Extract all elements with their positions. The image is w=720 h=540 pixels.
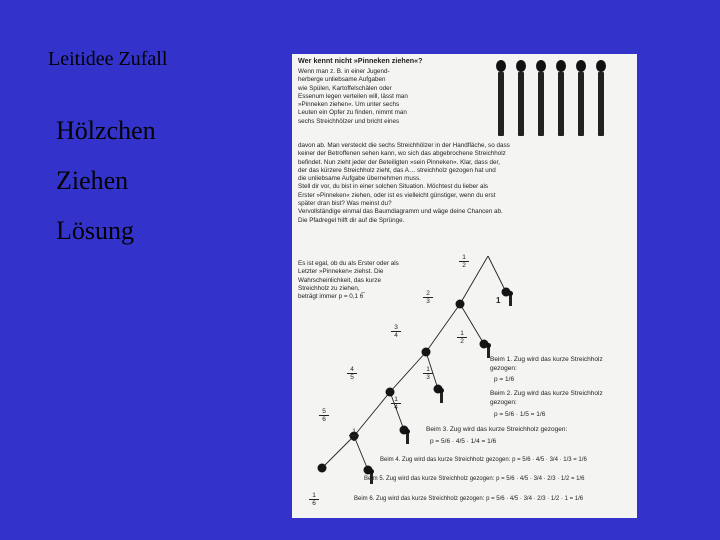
- zug-formula-1: p = 1/6: [494, 376, 515, 383]
- answer-line: Wahrscheinlichkeit, das kurze: [298, 276, 382, 284]
- intro-line: wie Spülen, Kartoffelschälen oder: [298, 84, 392, 92]
- short-match-icon: [406, 432, 409, 444]
- fraction-label: [390, 396, 402, 411]
- fraction-denominator: 5: [350, 374, 354, 381]
- worksheet-heading: Wer kennt nicht »Pinneken ziehen«?: [298, 56, 423, 65]
- fraction-denominator: 3: [426, 298, 430, 305]
- fraction-numerator: 3: [394, 324, 398, 331]
- slide-title: Leitidee Zufall: [48, 48, 168, 70]
- fraction-denominator: 6: [322, 416, 326, 423]
- intro-line: Leuten ein Opfer zu finden, nimmt man: [298, 109, 407, 117]
- fraction-denominator: 3: [426, 374, 430, 381]
- fraction-denominator: 2: [460, 338, 464, 345]
- matchstick-illustration: [496, 60, 616, 146]
- zug-formula-2: p = 5/6 · 1/5 = 1/6: [494, 411, 546, 418]
- fraction-numerator: 1: [394, 396, 398, 403]
- tree-diagram: [292, 244, 637, 484]
- fraction-numerator: 2: [426, 290, 430, 297]
- task-line: Erster »Pinneken« ziehen, oder ist es vielleicht günstiger, wenn du erst: [298, 191, 496, 199]
- task-line: später dran bist? Was meinst du?: [298, 200, 392, 208]
- zug-label-1b: gezogen:: [490, 365, 517, 372]
- fraction-label: [346, 366, 358, 381]
- task-line: befindet. Nun zieht jeder der Beteiligten »sein Pinneken«. Klar, dass der,: [298, 158, 500, 166]
- bullet-ziehen: Ziehen: [56, 166, 129, 195]
- fraction-label: [422, 366, 434, 381]
- matchstick-icon: [576, 60, 586, 136]
- task-line: Die Pfadregel hilft dir auf die Sprünge.: [298, 216, 405, 224]
- intro-line: »Pinneken ziehen«. Um unter sechs: [298, 101, 400, 109]
- fraction-denominator: 4: [394, 332, 398, 339]
- zug-label-3: Beim 3. Zug wird das kurze Streichholz gezogen:: [426, 426, 568, 433]
- zug-label-2: Beim 2. Zug wird das kurze Streichholz: [490, 390, 603, 397]
- zug-label-4: Beim 4. Zug wird das kurze Streichholz gezogen: p = 5/6 · 4/5 · 3/4 · 1/3 = 1/6: [380, 457, 587, 463]
- fraction-label: [318, 408, 330, 423]
- intro-text: [298, 68, 408, 126]
- matchstick-icon: [596, 60, 606, 136]
- fraction-label: [422, 290, 434, 305]
- zug-label-1: Beim 1. Zug wird das kurze Streichholz: [490, 356, 603, 363]
- task-line: Vervollständige einmal das Baumdiagramm und wäge deine Chancen ab.: [298, 208, 503, 216]
- fraction-denominator: 5: [352, 436, 356, 443]
- intro-line: herberge unliebsame Aufgaben: [298, 76, 386, 84]
- matchstick-icon: [496, 60, 506, 136]
- intro-line: sechs Streichhölzer und bricht eines: [298, 117, 400, 125]
- fraction-label: [390, 324, 402, 339]
- task-text: [298, 142, 510, 225]
- matchstick-icon: [536, 60, 546, 136]
- fraction-label: [308, 492, 320, 507]
- fraction-numerator: 1: [312, 492, 316, 499]
- fraction-label: [458, 254, 470, 269]
- task-line: die unliebsame Aufgabe übernehmen muss.: [298, 175, 421, 183]
- zug-label-6: Beim 6. Zug wird das kurze Streichholz gezogen: p = 5/6 · 4/5 · 3/4 · 2/3 · 1/2 · 1 = 1/6: [354, 496, 584, 502]
- fraction-denominator: 2: [462, 262, 466, 269]
- bullet-loesung: Lösung: [56, 216, 134, 245]
- intro-line: Essenum legen verteilen will, lässt man: [298, 92, 408, 100]
- matchstick-icon: [516, 60, 526, 136]
- answer-line: Streichholz zu ziehen,: [298, 284, 360, 292]
- task-line: davon ab. Man versteckt die sechs Streichhölzer in der Handfläche, so dass: [298, 142, 510, 149]
- task-line: Stell dir vor, du bist in einer solchen Situation. Möchtest du lieber als: [298, 183, 489, 191]
- task-line: der das kürzere Streichholz zieht, das A… streichholz gezogen hat und: [298, 166, 496, 174]
- short-match-icon: [440, 391, 443, 403]
- fraction-denominator: 4: [394, 404, 398, 411]
- branch-label-one: 1: [496, 296, 501, 305]
- scanned-worksheet: [292, 54, 637, 518]
- fraction-numerator: 1: [352, 428, 356, 435]
- answer-line: beträgt immer p = 0,1 6̅: [298, 293, 364, 301]
- zug-label-5: Beim 5. Zug wird das kurze Streichholz gezogen: p = 5/6 · 4/5 · 3/4 · 2/3 · 1/2 = 1/6: [364, 476, 585, 482]
- answer-line: Es ist egal, ob du als Erster oder als: [298, 260, 399, 267]
- fraction-numerator: 1: [462, 254, 466, 261]
- zug-label-2b: gezogen:: [490, 399, 517, 406]
- matchstick-icon: [556, 60, 566, 136]
- fraction-numerator: 1: [460, 330, 464, 337]
- fraction-numerator: 4: [350, 366, 354, 373]
- intro-line: Wenn man z. B. in einer Jugend-: [298, 68, 390, 75]
- answer-line: Letzter »Pinneken« ziehst. Die: [298, 268, 384, 276]
- fraction-numerator: 1: [426, 366, 430, 373]
- fraction-denominator: 6: [312, 500, 316, 507]
- bullet-hoelzchen: Hölzchen: [56, 116, 156, 145]
- short-match-icon: [509, 294, 512, 306]
- fraction-label: [456, 330, 468, 345]
- fraction-label: [348, 428, 360, 443]
- task-line: keiner der Betroffenen sehen kann, wo sich das abgebrochene Streichholz: [298, 150, 506, 158]
- fraction-numerator: 5: [322, 408, 326, 415]
- zug-formula-3: p = 5/6 · 4/5 · 1/4 = 1/6: [430, 438, 497, 445]
